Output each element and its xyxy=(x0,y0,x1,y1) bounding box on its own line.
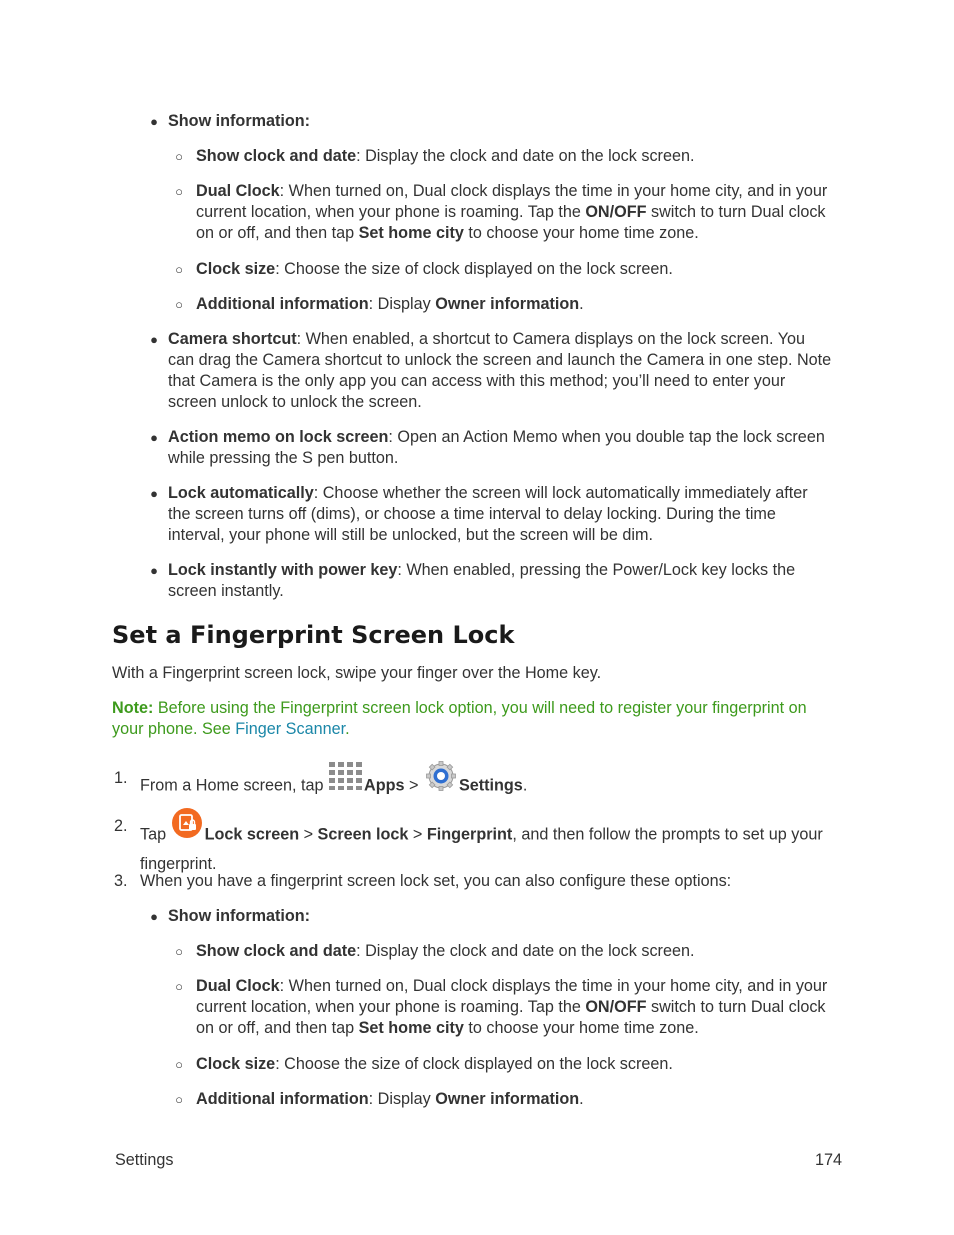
section-heading: Set a Fingerprint Screen Lock xyxy=(112,621,515,649)
sub-bullet: ○ xyxy=(175,297,183,312)
sub-bullet: ○ xyxy=(175,944,183,959)
camera-shortcut-item: Camera shortcut: When enabled, a shortcut to Camera displays on the lock screen. You can drag the Camera shortcut to unlock the screen and launch the Camera in one step. Note that Camera is the only app you can access with this method; you’ll need to enter your screen unlock to unlock the screen. xyxy=(168,330,832,411)
dual-clock-item: Dual Clock: When turned on, Dual clock displays the time in your home city, and in your current location, when your phone is roaming. Tap the ON/OFF switch to turn Dual clock on or off, and then tap Set home city to choose your home time zone. xyxy=(196,977,828,1037)
show-clock-and-date-item: Show clock and date: Display the clock and date on the lock screen. xyxy=(196,147,695,165)
bullet: ● xyxy=(150,430,158,445)
note-paragraph: Note: Before using the Fingerprint screen lock option, you will need to register your fingerprint on your phone. See Finger Scanner. xyxy=(112,699,807,738)
show-information-label: Show information: xyxy=(168,907,311,925)
clock-size-item: Clock size: Choose the size of clock displayed on the lock screen. xyxy=(196,1055,673,1073)
show-information-label: Show information: xyxy=(168,112,311,130)
step-number: 3. xyxy=(114,872,128,890)
bullet: ● xyxy=(150,486,158,501)
step-3: When you have a fingerprint screen lock set, you can also configure these options: xyxy=(140,872,732,890)
lock-screen-icon xyxy=(171,807,203,845)
show-clock-and-date-item: Show clock and date: Display the clock and date on the lock screen. xyxy=(196,942,695,960)
footer-section-name: Settings xyxy=(115,1151,174,1169)
bullet: ● xyxy=(150,114,158,129)
sub-bullet: ○ xyxy=(175,979,183,994)
lock-instantly-item: Lock instantly with power key: When enabled, pressing the Power/Lock key locks the screen instantly. xyxy=(168,561,796,600)
step-number: 2. xyxy=(114,817,128,835)
sub-bullet: ○ xyxy=(175,262,183,277)
step-1: From a Home screen, tap Apps > Settings. xyxy=(140,768,527,804)
note-label: Note: xyxy=(112,699,154,717)
step-2: Tap Lock screen > Screen lock > Fingerprint, and then follow the prompts to set up your fingerprint. xyxy=(140,816,850,875)
dual-clock-item: Dual Clock: When turned on, Dual clock displays the time in your home city, and in your current location, when your phone is roaming. Tap the ON/OFF switch to turn Dual clock on or off, and then tap Set home city to choose your home time zone. xyxy=(196,182,828,242)
intro-paragraph: With a Fingerprint screen lock, swipe your finger over the Home key. xyxy=(112,664,602,682)
action-memo-item: Action memo on lock screen: Open an Action Memo when you double tap the lock screen while pressing the S pen button. xyxy=(168,428,825,467)
bullet: ● xyxy=(150,563,158,578)
clock-size-item: Clock size: Choose the size of clock displayed on the lock screen. xyxy=(196,260,673,278)
apps-grid-icon xyxy=(328,761,364,797)
sub-bullet: ○ xyxy=(175,149,183,164)
lock-automatically-item: Lock automatically: Choose whether the screen will lock automatically immediately after the screen turns off (dims), or choose a time interval to delay locking. During the time interval, your phone will still be unlocked, but the screen will be dim. xyxy=(168,484,808,544)
sub-bullet: ○ xyxy=(175,184,183,199)
additional-information-item: Additional information: Display Owner information. xyxy=(196,1090,584,1108)
sub-bullet: ○ xyxy=(175,1057,183,1072)
bullet: ● xyxy=(150,332,158,347)
finger-scanner-link[interactable]: Finger Scanner xyxy=(235,720,346,738)
bullet: ● xyxy=(150,909,158,924)
step-number: 1. xyxy=(114,769,128,787)
settings-gear-icon xyxy=(426,761,456,797)
page-number: 174 xyxy=(814,1151,842,1169)
sub-bullet: ○ xyxy=(175,1092,183,1107)
additional-information-item: Additional information: Display Owner information. xyxy=(196,295,584,313)
